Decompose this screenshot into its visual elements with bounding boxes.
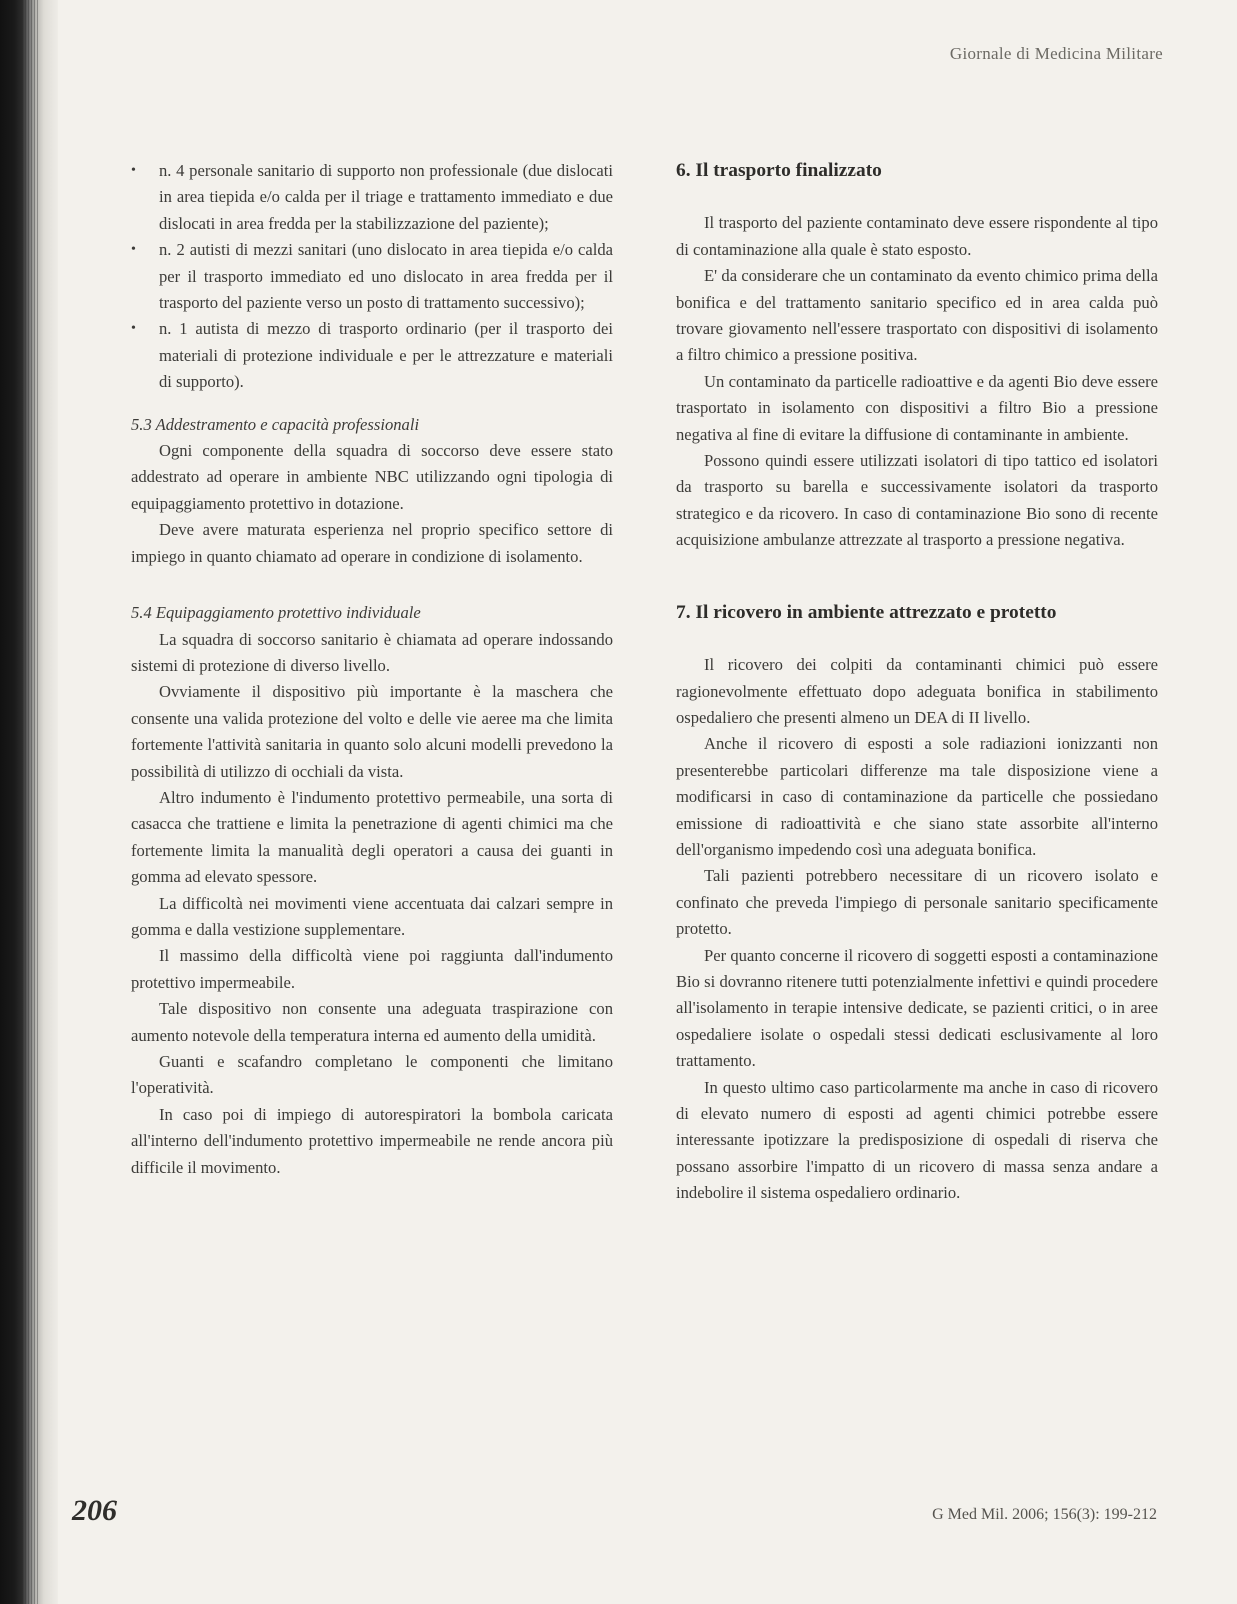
paragraph: Ogni componente della squadra di soccorso deve essere stato addestrato ad operare in ambiente NBC utilizzando ogni tipologia di equipaggiamento protettivo in dotazione. <box>131 441 613 513</box>
paragraph: La squadra di soccorso sanitario è chiamata ad operare indossando sistemi di protezione di diverso livello. <box>131 629 613 675</box>
running-head-journal-title: Giornale di Medicina Militare <box>949 44 1163 63</box>
page-number: 206 <box>72 1494 117 1527</box>
paragraph: Ovviamente il dispositivo più importante è la maschera che consente una valida protezione del volto e delle vie aeree ma che limita fortemente l'attività sanitaria in quanto solo alcuni modelli prevedono la possibilità di utilizzo di occhiali da vista. <box>131 682 613 781</box>
paragraph: Il ricovero dei colpiti da contaminanti chimici può essere ragionevolmente effettuato dopo adeguata bonifica in stabilimento ospedaliero che presenti almeno un DEA di II livello. <box>676 655 1158 727</box>
paragraph: Un contaminato da particelle radioattive e da agenti Bio deve essere trasportato in isolamento con dispositivi a filtro Bio a pressione negativa al fine di evitare la diffusione di contaminante in ambiente. <box>676 371 1158 444</box>
paragraph: Il massimo della difficoltà viene poi raggiunta dall'indumento protettivo impermeabile. <box>131 946 613 992</box>
subsection-heading-5-4: 5.4 Equipaggiamento protettivo individuale <box>131 603 421 623</box>
left-column <box>131 158 613 1181</box>
paragraph: Deve avere maturata esperienza nel proprio specifico settore di impiego in quanto chiamato ad operare in condizione di isolamento. <box>131 520 613 566</box>
paragraph: Tali pazienti potrebbero necessitare di un ricovero isolato e confinato che preveda l'impiego di personale sanitario specificamente protetto. <box>676 866 1158 939</box>
paragraph: Altro indumento è l'indumento protettivo permeabile, una sorta di casacca che trattiene e limita la penetrazione di agenti chimici ma che fortemente limita la manualità degli operatori a causa dei guanti in gomma ad elevato spessore. <box>131 787 613 887</box>
paragraph: Tale dispositivo non consente una adeguata traspirazione con aumento notevole della temperatura interna ed aumento della umidità. <box>131 999 613 1045</box>
paragraph: Il trasporto del paziente contaminato deve essere rispondente al tipo di contaminazione alla quale è stato esposto. <box>676 213 1158 259</box>
paragraph: Possono quindi essere utilizzati isolatori di tipo tattico ed isolatori da trasporto su barella e successivamente isolatori da trasporto strategico e da ricovero. In caso di contaminazione Bio sono di recente acquisizione ambulanze attrezzate al trasporto a pressione negativa. <box>676 451 1158 550</box>
footer-citation: G Med Mil. 2006; 156(3): 199-212 <box>932 1506 1157 1523</box>
paragraph: Per quanto concerne il ricovero di soggetti esposti a contaminazione Bio si dovranno ritenere tutti potenzialmente infettivi e quindi procedere all'isolamento in terapie intensive dedicate, se pazienti critici, o in aree ospedaliere isolate o ospedali stessi dedicati esclusivamente al loro trattamento. <box>676 945 1158 1071</box>
right-column <box>676 158 1158 1207</box>
staff-bullet-list <box>131 158 613 396</box>
paragraph: E' da considerare che un contaminato da evento chimico prima della bonifica e del trattamento sanitario specifico ed in area calda può trovare giovamento nell'essere trasportato con dispositivi di isolamento a filtro chimico a pressione positiva. <box>676 266 1158 365</box>
paragraph: In caso poi di impiego di autorespiratori la bombola caricata all'interno dell'indumento protettivo impermeabile ne rende ancora più difficile il movimento. <box>131 1104 613 1177</box>
section-heading-6: 6. Il trasporto finalizzato <box>676 160 882 181</box>
page-edge-lines <box>22 0 40 1604</box>
paragraph: Guanti e scafandro completano le componenti che limitano l'operatività. <box>131 1052 613 1098</box>
paragraph: La difficoltà nei movimenti viene accentuata dai calzari sempre in gomma e dalla vestizione supplementare. <box>131 893 613 939</box>
bullet-item: • n. 4 personale sanitario di supporto non professionale (due dislocati in area tiepida e/o calda per il triage e trattamento immediato e due dislocati in area fredda per la stabilizzazione del paziente); <box>131 158 613 237</box>
paragraph: In questo ultimo caso particolarmente ma anche in caso di ricovero di elevato numero di esposti ad agenti chimici potrebbe essere interessante ipotizzare la predisposizione di ospedali di riserva che possano assorbire l'impatto di un ricovero di massa senza andare a indebolire il sistema ospedaliero ordinario. <box>676 1077 1158 1203</box>
subsection-heading-5-3: 5.3 Addestramento e capacità professionali <box>131 414 420 434</box>
section-heading-7: 7. Il ricovero in ambiente attrezzato e protetto <box>676 601 1057 623</box>
paragraph: Anche il ricovero di esposti a sole radiazioni ionizzanti non presenterebbe particolari differenze ma tale disposizione viene a modificarsi in caso di contaminazione da particelle che possiedano emissione di radioattività e che siano state assorbite all'interno dell'organismo impedendo così una adeguata bonifica. <box>676 734 1158 859</box>
bullet-item: • n. 2 autisti di mezzi sanitari (uno dislocato in area tiepida e/o calda per il trasporto immediato ed uno dislocato in area fredda per il trasporto del paziente verso un posto di trattamento successivo); <box>131 237 613 316</box>
bullet-item: • n. 1 autista di mezzo di trasporto ordinario (per il trasporto dei materiali di protezione individuale e per le attrezzature e materiali di supporto). <box>131 316 613 395</box>
